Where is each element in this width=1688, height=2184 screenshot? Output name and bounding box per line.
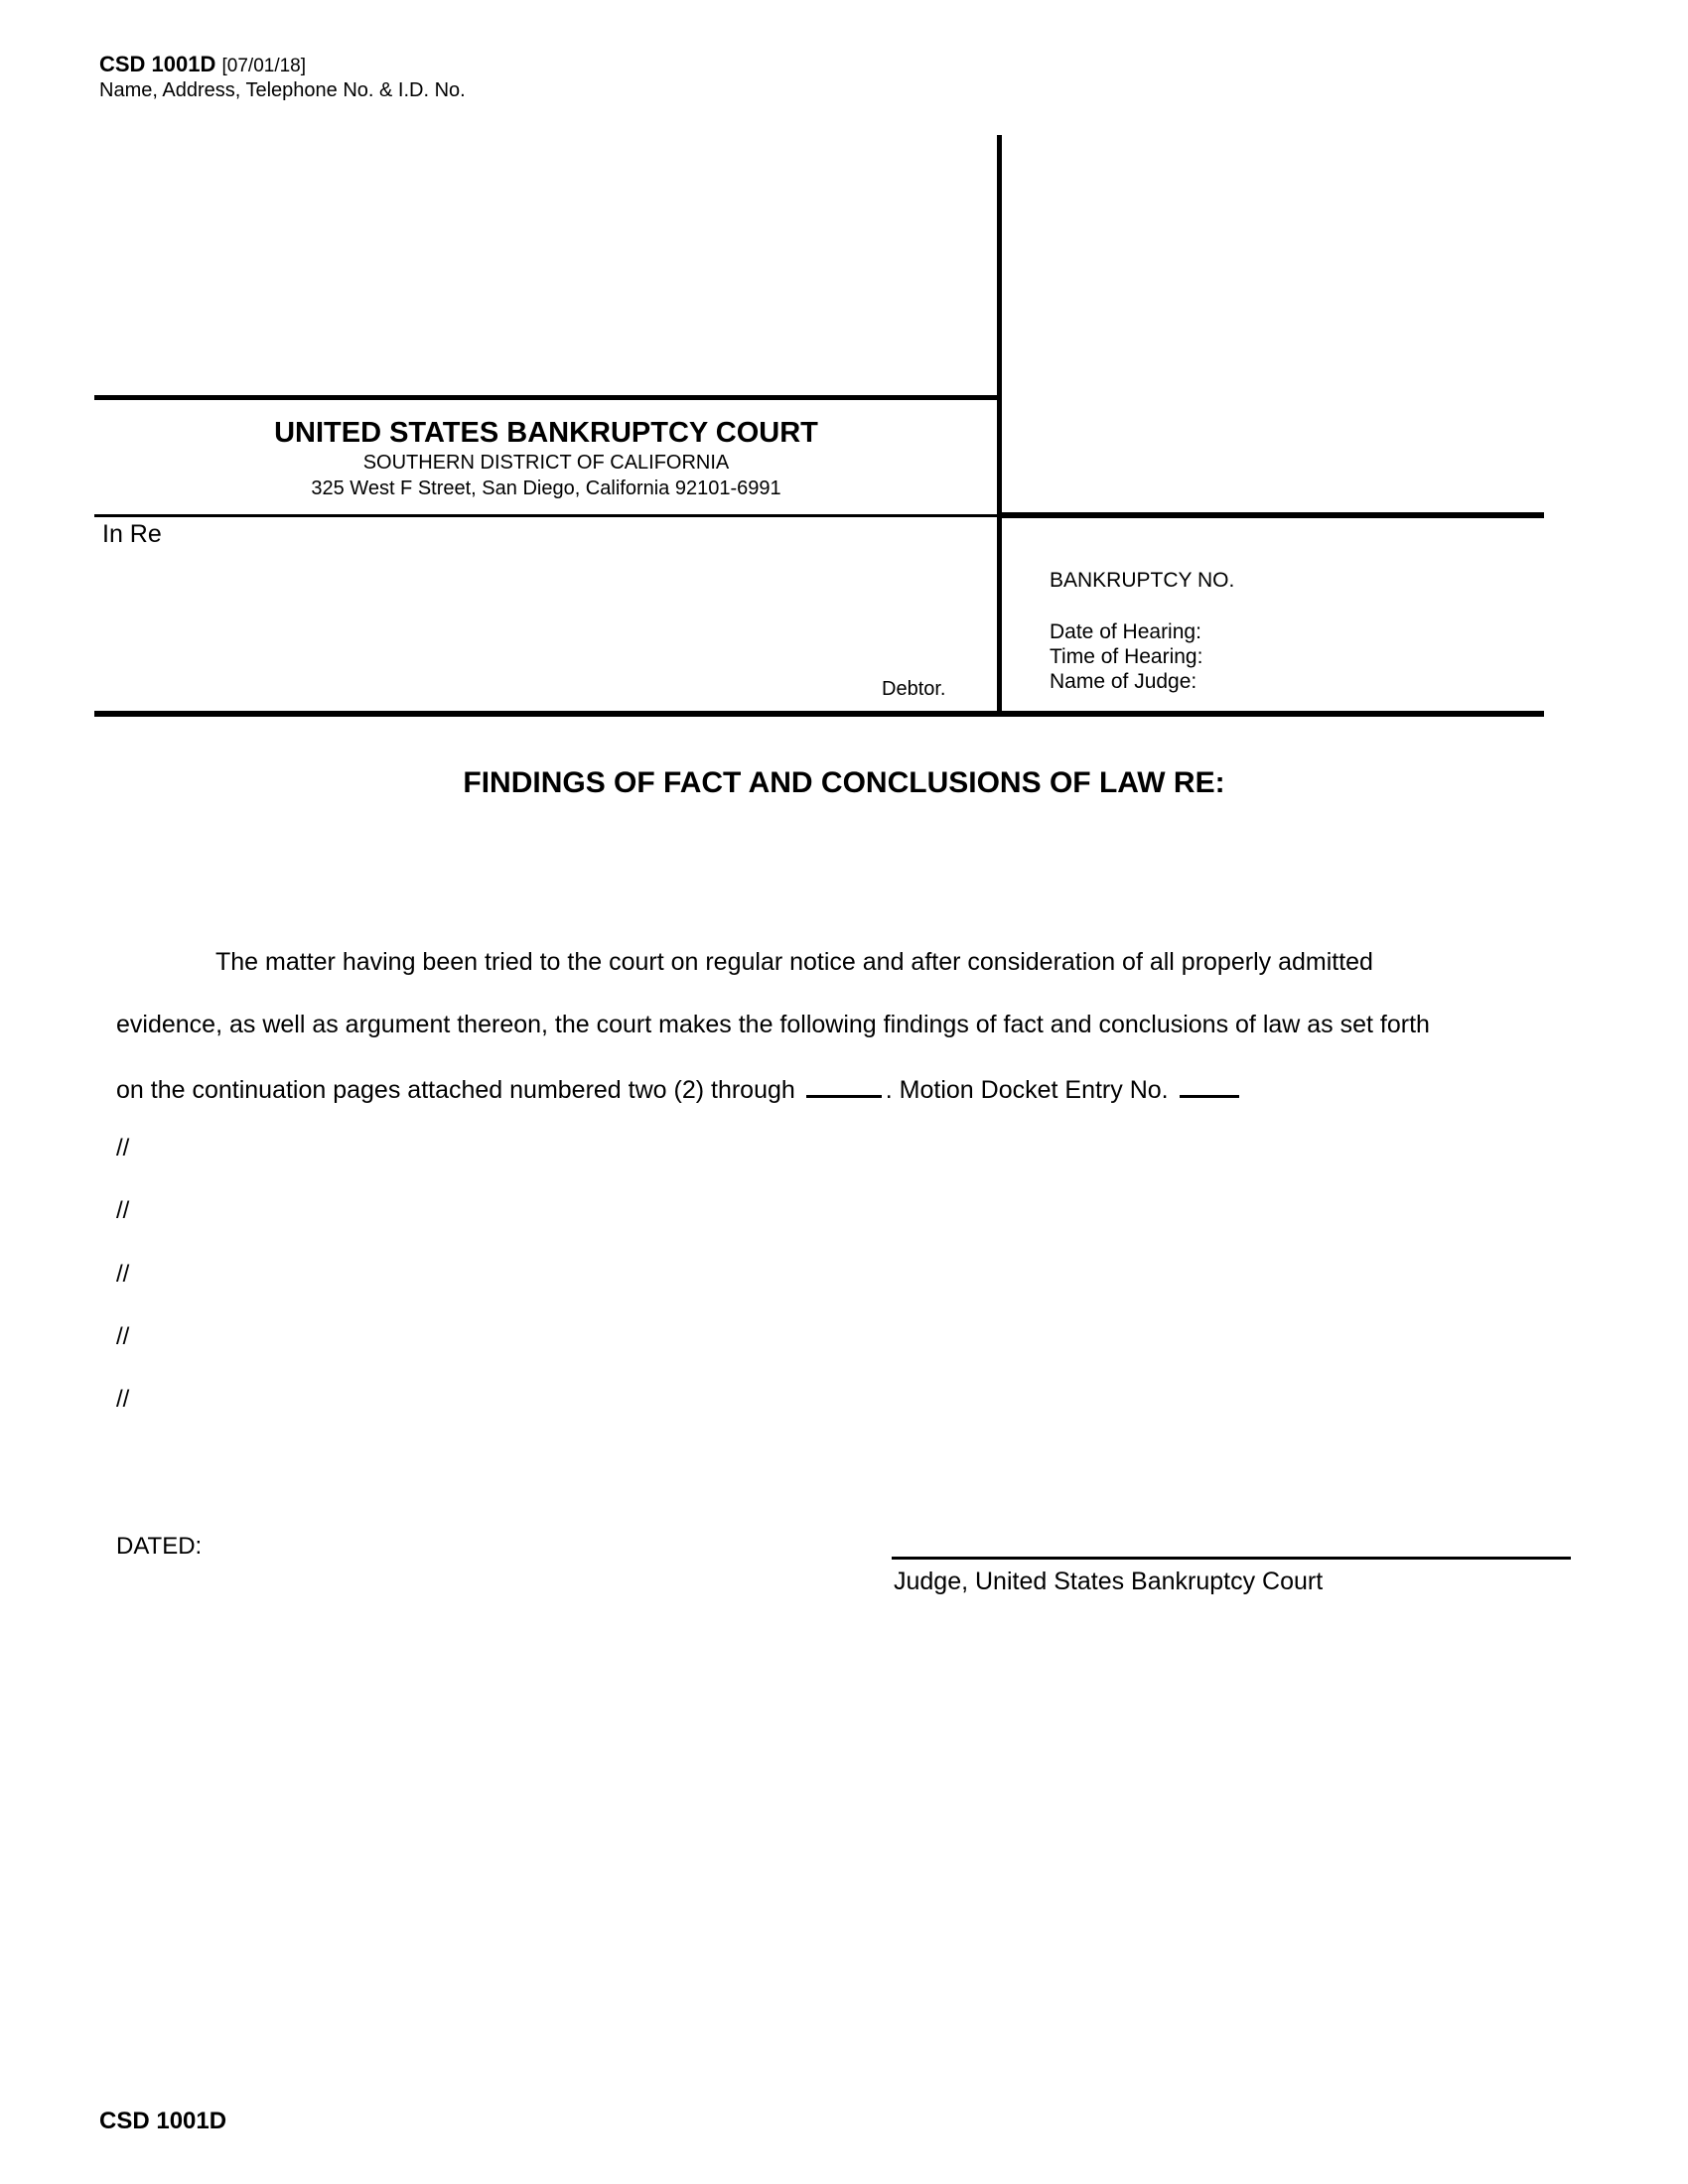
bankruptcy-number-label: BANKRUPTCY NO. — [1050, 569, 1235, 592]
debtor-label: Debtor. — [882, 678, 946, 700]
case-info-top-rule — [997, 512, 1544, 518]
form-revision: [07/01/18] — [221, 56, 307, 76]
in-re-label: In Re — [102, 520, 162, 548]
hearing-date-label: Date of Hearing: — [1050, 620, 1201, 643]
judge-signature-caption: Judge, United States Bankruptcy Court — [894, 1568, 1324, 1595]
judge-name-label: Name of Judge: — [1050, 670, 1197, 693]
continuation-mark: // — [116, 1323, 130, 1350]
body-line-1: The matter having been tried to the court on regular notice and after consideration of all properly admitted — [215, 948, 1373, 976]
continuation-mark: // — [116, 1135, 130, 1161]
continuation-mark: // — [116, 1261, 130, 1288]
continuation-mark: // — [116, 1386, 130, 1413]
signature-line[interactable] — [892, 1557, 1571, 1560]
dated-label: DATED: — [116, 1533, 203, 1560]
docket-entry-blank[interactable] — [1180, 1073, 1239, 1098]
body-line-2: evidence, as well as argument thereon, the court makes the following findings of fact and conclusions of law as set forth — [116, 1011, 1430, 1038]
attorney-box-bottom-rule — [94, 395, 1002, 400]
hearing-time-label: Time of Hearing: — [1050, 645, 1203, 668]
document-title: FINDINGS OF FACT AND CONCLUSIONS OF LAW RE: — [463, 766, 1225, 799]
attorney-info-label: Name, Address, Telephone No. & I.D. No. — [99, 79, 466, 101]
body-line-3-start: on the continuation pages attached numbered two (2) through — [116, 1076, 795, 1104]
body-line-3-end: . Motion Docket Entry No. — [885, 1076, 1169, 1104]
court-district: SOUTHERN DISTRICT OF CALIFORNIA — [362, 452, 730, 474]
footer-form-code: CSD 1001D — [99, 2108, 227, 2134]
continuation-mark: // — [116, 1197, 130, 1224]
body-line-3 — [116, 1073, 1243, 1105]
form-code — [99, 52, 306, 77]
court-address: 325 West F Street, San Diego, California 92101-6991 — [311, 478, 781, 499]
court-box-bottom-rule — [94, 514, 1002, 517]
page-count-blank[interactable] — [806, 1073, 882, 1098]
caption-bottom-rule — [94, 711, 1544, 717]
form-code-text: CSD 1001D — [99, 52, 216, 76]
court-name: UNITED STATES BANKRUPTCY COURT — [274, 417, 818, 449]
